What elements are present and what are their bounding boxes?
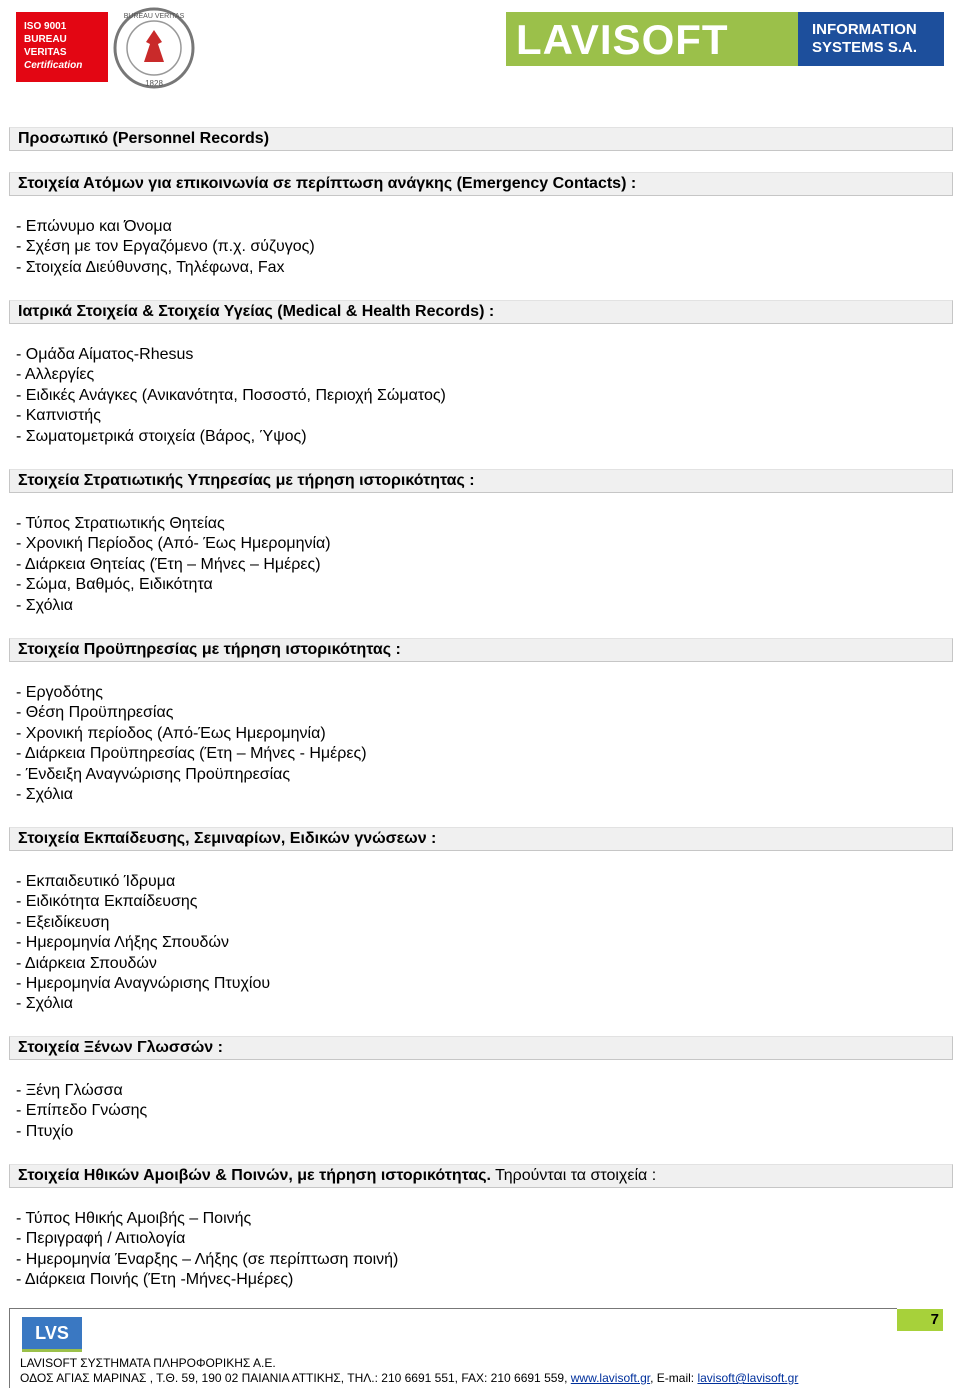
rewards-penalties-list xyxy=(16,1209,398,1291)
list-item: - Αλλεργίες xyxy=(16,366,95,384)
list-item: - Διάρκεια Θητείας (Έτη – Μήνες – Ημέρες) xyxy=(16,555,321,573)
languages-list xyxy=(16,1081,147,1142)
list-item: - Εξειδίκευση xyxy=(16,913,110,931)
list-item: - Ειδικότητα Εκπαίδευσης xyxy=(16,893,198,911)
lavisoft-sub-line-1: INFORMATION xyxy=(812,21,917,38)
lvs-logo: LVS xyxy=(22,1317,82,1352)
heading-plain-part: Τηρούνται τα στοιχεία : xyxy=(490,1167,657,1184)
list-item: - Ένδειξη Αναγνώρισης Προϋπηρεσίας xyxy=(16,765,291,783)
list-item: - Διάρκεια Προϋπηρεσίας (Έτη – Μήνες - Ημέρες) xyxy=(16,745,367,763)
section-heading-military: Στοιχεία Στρατιωτικής Υπηρεσίας με τήρηση ιστορικότητας : xyxy=(9,469,953,493)
list-item: - Καπνιστής xyxy=(16,407,101,425)
footer-vertical-divider xyxy=(9,1308,10,1388)
list-item: - Ξένη Γλώσσα xyxy=(16,1082,123,1099)
list-item: - Επώνυμο και Όνομα xyxy=(16,218,172,235)
footer-divider xyxy=(9,1308,897,1309)
website-link[interactable]: www.lavisoft.gr xyxy=(570,1371,651,1385)
list-item: - Εκπαιδευτικό Ίδρυμα xyxy=(16,873,176,890)
lavisoft-word: LAVISOFT xyxy=(516,16,729,63)
seal-text: BUREAU VERITAS xyxy=(123,13,185,20)
list-item: - Τύπος Ηθικής Αμοιβής – Ποινής xyxy=(16,1210,252,1227)
section-heading-personnel: Προσωπικό (Personnel Records) xyxy=(9,127,953,151)
list-item: - Πτυχίο xyxy=(16,1122,74,1140)
footer-company-name: LAVISOFT ΣΥΣΤΗΜΑΤΑ ΠΛΗΡΟΦΟΡΙΚΗΣ Α.Ε. xyxy=(20,1356,276,1370)
previous-employment-list xyxy=(16,683,367,805)
list-item: - Σχέση με τον Εργαζόμενο (π.χ. σύζυγος) xyxy=(16,238,315,256)
lavisoft-logo xyxy=(506,12,944,66)
list-item: - Χρονική Περίοδος (Από- Έως Ημερομηνία) xyxy=(16,535,331,553)
list-item: - Χρονική περίοδος (Από-Έως Ημερομηνία) xyxy=(16,724,326,742)
section-heading-education: Στοιχεία Εκπαίδευσης, Σεμιναρίων, Ειδικών γνώσεων : xyxy=(9,827,953,851)
list-item: - Εργοδότης xyxy=(16,684,103,701)
page-number: 7 xyxy=(897,1309,943,1331)
lavisoft-subtitle xyxy=(798,12,944,66)
list-item: - Θέση Προϋπηρεσίας xyxy=(16,704,174,722)
list-item: - Διάρκεια Ποινής (Έτη -Μήνες-Ημέρες) xyxy=(16,1271,294,1289)
bureau-veritas-logo xyxy=(16,6,196,86)
list-item: - Σώμα, Βαθμός, Ειδικότητα xyxy=(16,576,213,594)
list-item: - Σωματομετρικά στοιχεία (Βάρος, Ύψος) xyxy=(16,427,307,445)
bureau-veritas-seal-icon xyxy=(112,6,196,90)
lavisoft-wordmark xyxy=(506,12,798,66)
list-item: - Στοιχεία Διεύθυνσης, Τηλέφωνα, Fax xyxy=(16,258,285,276)
certification-label: Certification xyxy=(24,60,83,71)
education-list xyxy=(16,872,270,1015)
list-item: - Σχόλια xyxy=(16,596,74,614)
emergency-list xyxy=(16,217,315,278)
military-list xyxy=(16,514,331,616)
medical-list xyxy=(16,345,446,447)
seal-year: 1828 xyxy=(145,79,163,88)
list-item: - Ειδικές Ανάγκες (Ανικανότητα, Ποσοστό, Περιοχή Σώματος) xyxy=(16,386,446,404)
list-item: - Επίπεδο Γνώσης xyxy=(16,1102,148,1120)
email-label: , E-mail: xyxy=(650,1371,698,1385)
iso-certification-badge xyxy=(16,12,108,82)
list-item: - Σχόλια xyxy=(16,786,74,804)
footer-address xyxy=(20,1371,798,1385)
bv-label: BUREAU VERITAS xyxy=(24,34,67,58)
list-item: - Τύπος Στρατιωτικής Θητείας xyxy=(16,515,225,532)
lavisoft-sub-line-2: SYSTEMS S.A. xyxy=(812,39,918,56)
section-heading-medical: Ιατρικά Στοιχεία & Στοιχεία Υγείας (Medical & Health Records) : xyxy=(9,300,953,324)
heading-bold-part: Στοιχεία Ηθικών Αμοιβών & Ποινών, με τήρηση ιστορικότητας. xyxy=(18,1167,491,1184)
list-item: - Ημερομηνία Αναγνώρισης Πτυχίου xyxy=(16,975,271,993)
email-link[interactable]: lavisoft@lavisoft.gr xyxy=(697,1371,799,1385)
section-heading-previous-employment: Στοιχεία Προϋπηρεσίας με τήρηση ιστορικότητας : xyxy=(9,638,953,662)
list-item: - Ημερομηνία Λήξης Σπουδών xyxy=(16,934,229,952)
section-heading-rewards-penalties xyxy=(9,1164,953,1188)
list-item: - Ημερομηνία Έναρξης – Λήξης (σε περίπτωση ποινή) xyxy=(16,1250,399,1268)
iso-label: ISO 9001 xyxy=(24,21,67,32)
address-text: ΟΔΟΣ ΑΓΙΑΣ ΜΑΡΙΝΑΣ , Τ.Θ. 59, 190 02 ΠΑΙΑΝΙΑ ΑΤΤΙΚΗΣ, ΤΗΛ.: 210 6691 551, FAX: 210 6691 559, xyxy=(20,1371,571,1385)
list-item: - Περιγραφή / Αιτιολογία xyxy=(16,1230,186,1248)
list-item: - Διάρκεια Σπουδών xyxy=(16,954,157,972)
section-heading-emergency: Στοιχεία Ατόμων για επικοινωνία σε περίπτωση ανάγκης (Emergency Contacts) : xyxy=(9,172,953,196)
section-heading-languages: Στοιχεία Ξένων Γλωσσών : xyxy=(9,1036,953,1060)
list-item: - Ομάδα Αίματος-Rhesus xyxy=(16,346,194,363)
list-item: - Σχόλια xyxy=(16,995,74,1013)
